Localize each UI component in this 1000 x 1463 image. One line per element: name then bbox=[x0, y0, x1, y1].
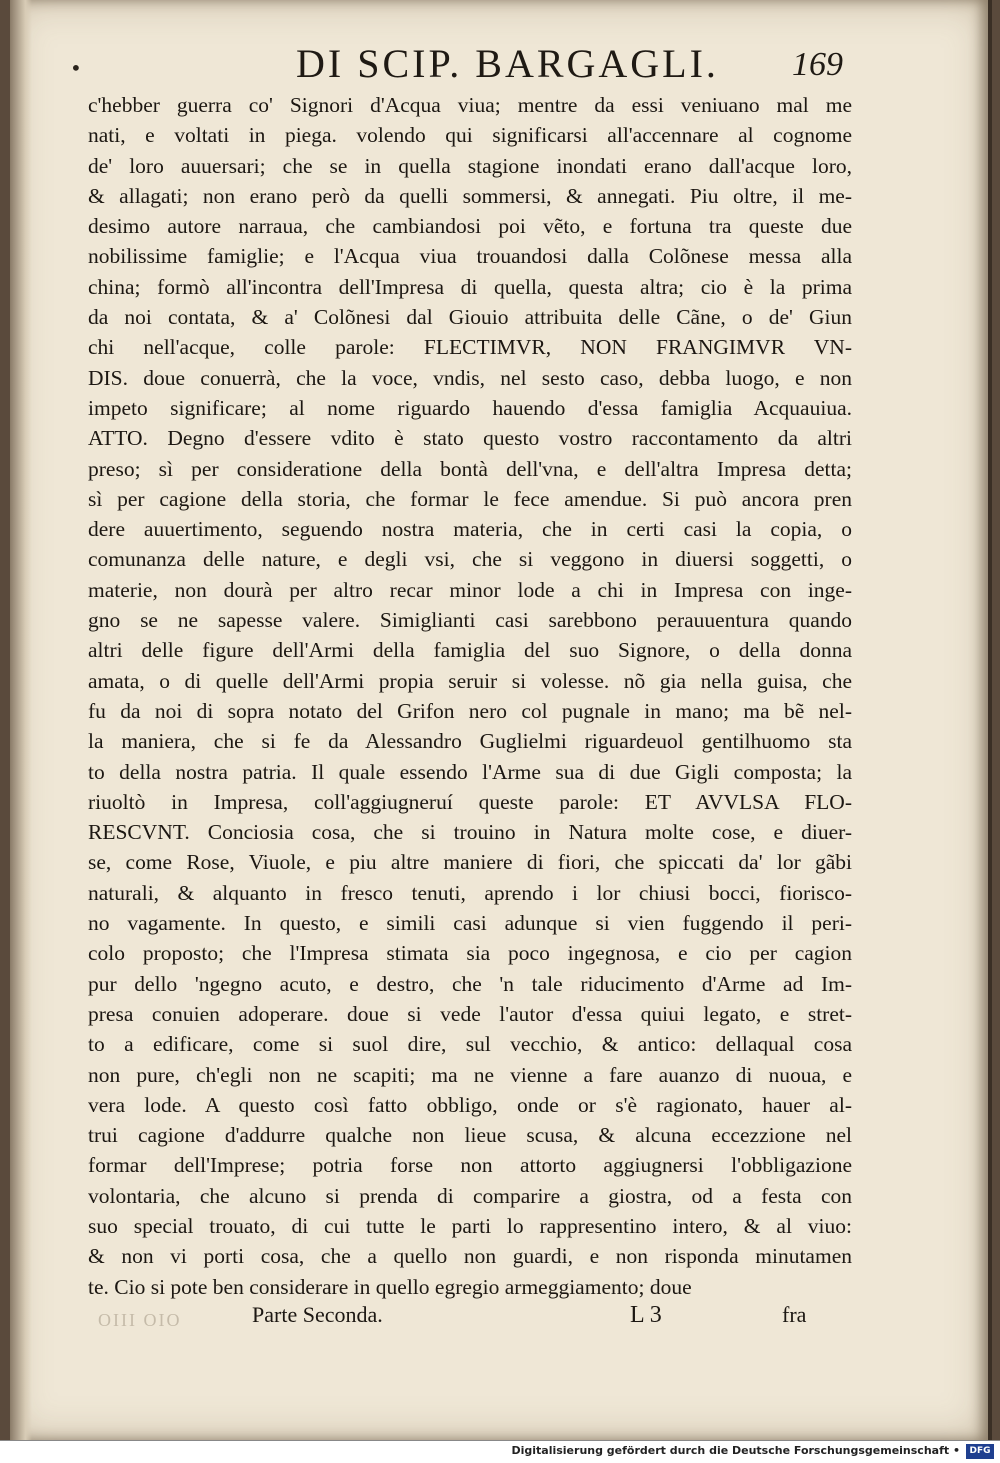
text-line: no vagamente. In questo, e simili casi adunque si vien fuggendo il peri- bbox=[88, 911, 852, 936]
text-line: da noi contata, & a' Colõnesi dal Giouio attribuita delle Cãne, o de' Giun bbox=[88, 305, 852, 330]
text-line: desimo autore narraua, che cambiandosi poi vẽto, e fortuna tra queste due bbox=[88, 214, 852, 239]
text-line: colo proposto; che l'Impresa stimata sia poco ingegnosa, e cio per cagion bbox=[88, 941, 852, 966]
text-line: de' loro auuersari; che se in quella stagione inondati erano dall'acque loro, bbox=[88, 153, 852, 178]
text-line: presa conuien adoperare. doue si vede l'autor d'essa quiui legato, e stret- bbox=[88, 1001, 852, 1026]
text-line: trui cagione d'addurre qualche non lieue scusa, & alcuna eccezzione nel bbox=[88, 1123, 852, 1148]
text-line: preso; sì per consideratione della bontà dell'vna, e dell'altra Impresa detta; bbox=[88, 456, 852, 481]
head-ornament: • bbox=[70, 56, 82, 80]
text-line: se, come Rose, Viuole, e piu altre maniere di fiori, che spiccati da' lor gãbi bbox=[88, 850, 852, 875]
text-line: nati, e voltati in piega. volendo qui significarsi all'accennare al cognome bbox=[88, 123, 852, 148]
text-line: non pure, ch'egli non ne scapiti; ma ne vienne a fare auanzo di nuoua, e bbox=[88, 1062, 852, 1087]
catchword: fra bbox=[782, 1302, 807, 1327]
text-line: riuoltò in Impresa, coll'aggiugneruí queste parole: ET AVVLSA FLO- bbox=[88, 789, 852, 814]
text-line: chi nell'acque, colle parole: FLECTIMVR, NON FRANGIMVR VN- bbox=[88, 335, 852, 360]
text-line: nobilissime famiglie; e l'Acqua viua trouandosi dalla Colõnese messa alla bbox=[88, 244, 852, 269]
dfg-logo: DFG bbox=[966, 1444, 994, 1459]
text-line: ATTO. Degno d'essere vdito è stato questo vostro raccontamento da altri bbox=[88, 426, 852, 451]
digitization-credit-bar bbox=[0, 1440, 1000, 1463]
page-number: 169 bbox=[792, 46, 843, 83]
text-line: comunanza delle nature, e degli vsi, che si veggono in diuersi soggetti, o bbox=[88, 547, 852, 572]
text-line: RESCVNT. Conciosia cosa, che si trouino in Natura molte cose, e diuer- bbox=[88, 820, 852, 845]
text-line: formar dell'Imprese; potria forse non attorto aggiugnersi l'obbligazione bbox=[88, 1153, 852, 1178]
credit-text: Digitalisierung gefördert durch die Deutsche Forschungsgemeinschaft • bbox=[511, 1444, 960, 1457]
text-line: amata, o di quelle dell'Armi propia seruir si volesse. nõ gia nella guisa, che bbox=[88, 668, 852, 693]
page-footer bbox=[10, 1302, 988, 1342]
signature-mark: L 3 bbox=[630, 1302, 662, 1328]
body-text bbox=[88, 90, 852, 1302]
text-line: c'hebber guerra co' Signori d'Acqua viua; mentre da essi veniuano mal me bbox=[88, 93, 852, 117]
text-line: pur dello 'ngegno acuto, e destro, che 'n tale riducimento d'Arme ad Im- bbox=[88, 971, 852, 996]
text-line: sì per cagione della storia, che formar le fece amendue. Si può ancora pren bbox=[88, 486, 852, 511]
running-title: DI SCIP. BARGAGLI. bbox=[296, 41, 719, 86]
text-line: to a edificare, come si suol dire, sul vecchio, & antico: dellaqual cosa bbox=[88, 1032, 852, 1057]
text-line: fu da noi di sopra notato del Grifon nero col pugnale in mano; ma bẽ nel- bbox=[88, 698, 852, 723]
text-line: suo special trouato, di cui tutte le parti lo rappresentino intero, & al viuo: bbox=[88, 1213, 852, 1238]
text-line: vera lode. A questo così fatto obbligo, onde or s'è ragionato, hauer al- bbox=[88, 1092, 852, 1117]
text-line: & non vi porti cosa, che a quello non guardi, e non risponda minutamen bbox=[88, 1244, 852, 1269]
text-line: china; formò all'incontra dell'Impresa di quella, questa altra; cio è la prima bbox=[88, 274, 852, 299]
text-line: la maniera, che si fe da Alessandro Guglielmi riguardeuol gentilhuomo sta bbox=[88, 729, 852, 754]
text-line: te. Cio si pote ben considerare in quello egregio armeggiamento; doue bbox=[88, 1274, 692, 1299]
text-line: impeto significare; al nome riguardo hauendo d'essa famiglia Acquauiua. bbox=[88, 395, 852, 420]
text-line: materie, non dourà per altro recar minor lode a chi in Impresa con inge- bbox=[88, 577, 852, 602]
bleed-through-text: OIII OIO bbox=[98, 1310, 182, 1330]
text-line: DIS. doue conuerrà, che la voce, vndis, nel sesto caso, debba luogo, e non bbox=[88, 365, 852, 390]
running-head bbox=[10, 40, 988, 90]
text-line: altri delle figure dell'Armi della famiglia del suo Signore, o della donna bbox=[88, 638, 852, 663]
part-label: Parte Seconda. bbox=[252, 1302, 383, 1327]
text-line: dere auuertimento, seguendo nostra materia, che in certi casi la copia, o bbox=[88, 517, 852, 542]
text-line: naturali, & alquanto in fresco tenuti, aprendo i lor chiusi bocci, fiorisco- bbox=[88, 880, 852, 905]
page-gutter-shadow bbox=[10, 0, 32, 1440]
text-line: to della nostra patria. Il quale essendo l'Arme sua di due Gigli composta; la bbox=[88, 759, 852, 784]
text-line: volontaria, che alcuno si prenda di comparire a giostra, od a festa con bbox=[88, 1183, 852, 1208]
book-page bbox=[10, 0, 992, 1440]
text-line: & allagati; non erano però da quelli sommersi, & annegati. Piu oltre, il me- bbox=[88, 183, 852, 208]
text-line: gno se ne sapesse valere. Simiglianti casi sarebbono perauuentura quando bbox=[88, 608, 852, 633]
